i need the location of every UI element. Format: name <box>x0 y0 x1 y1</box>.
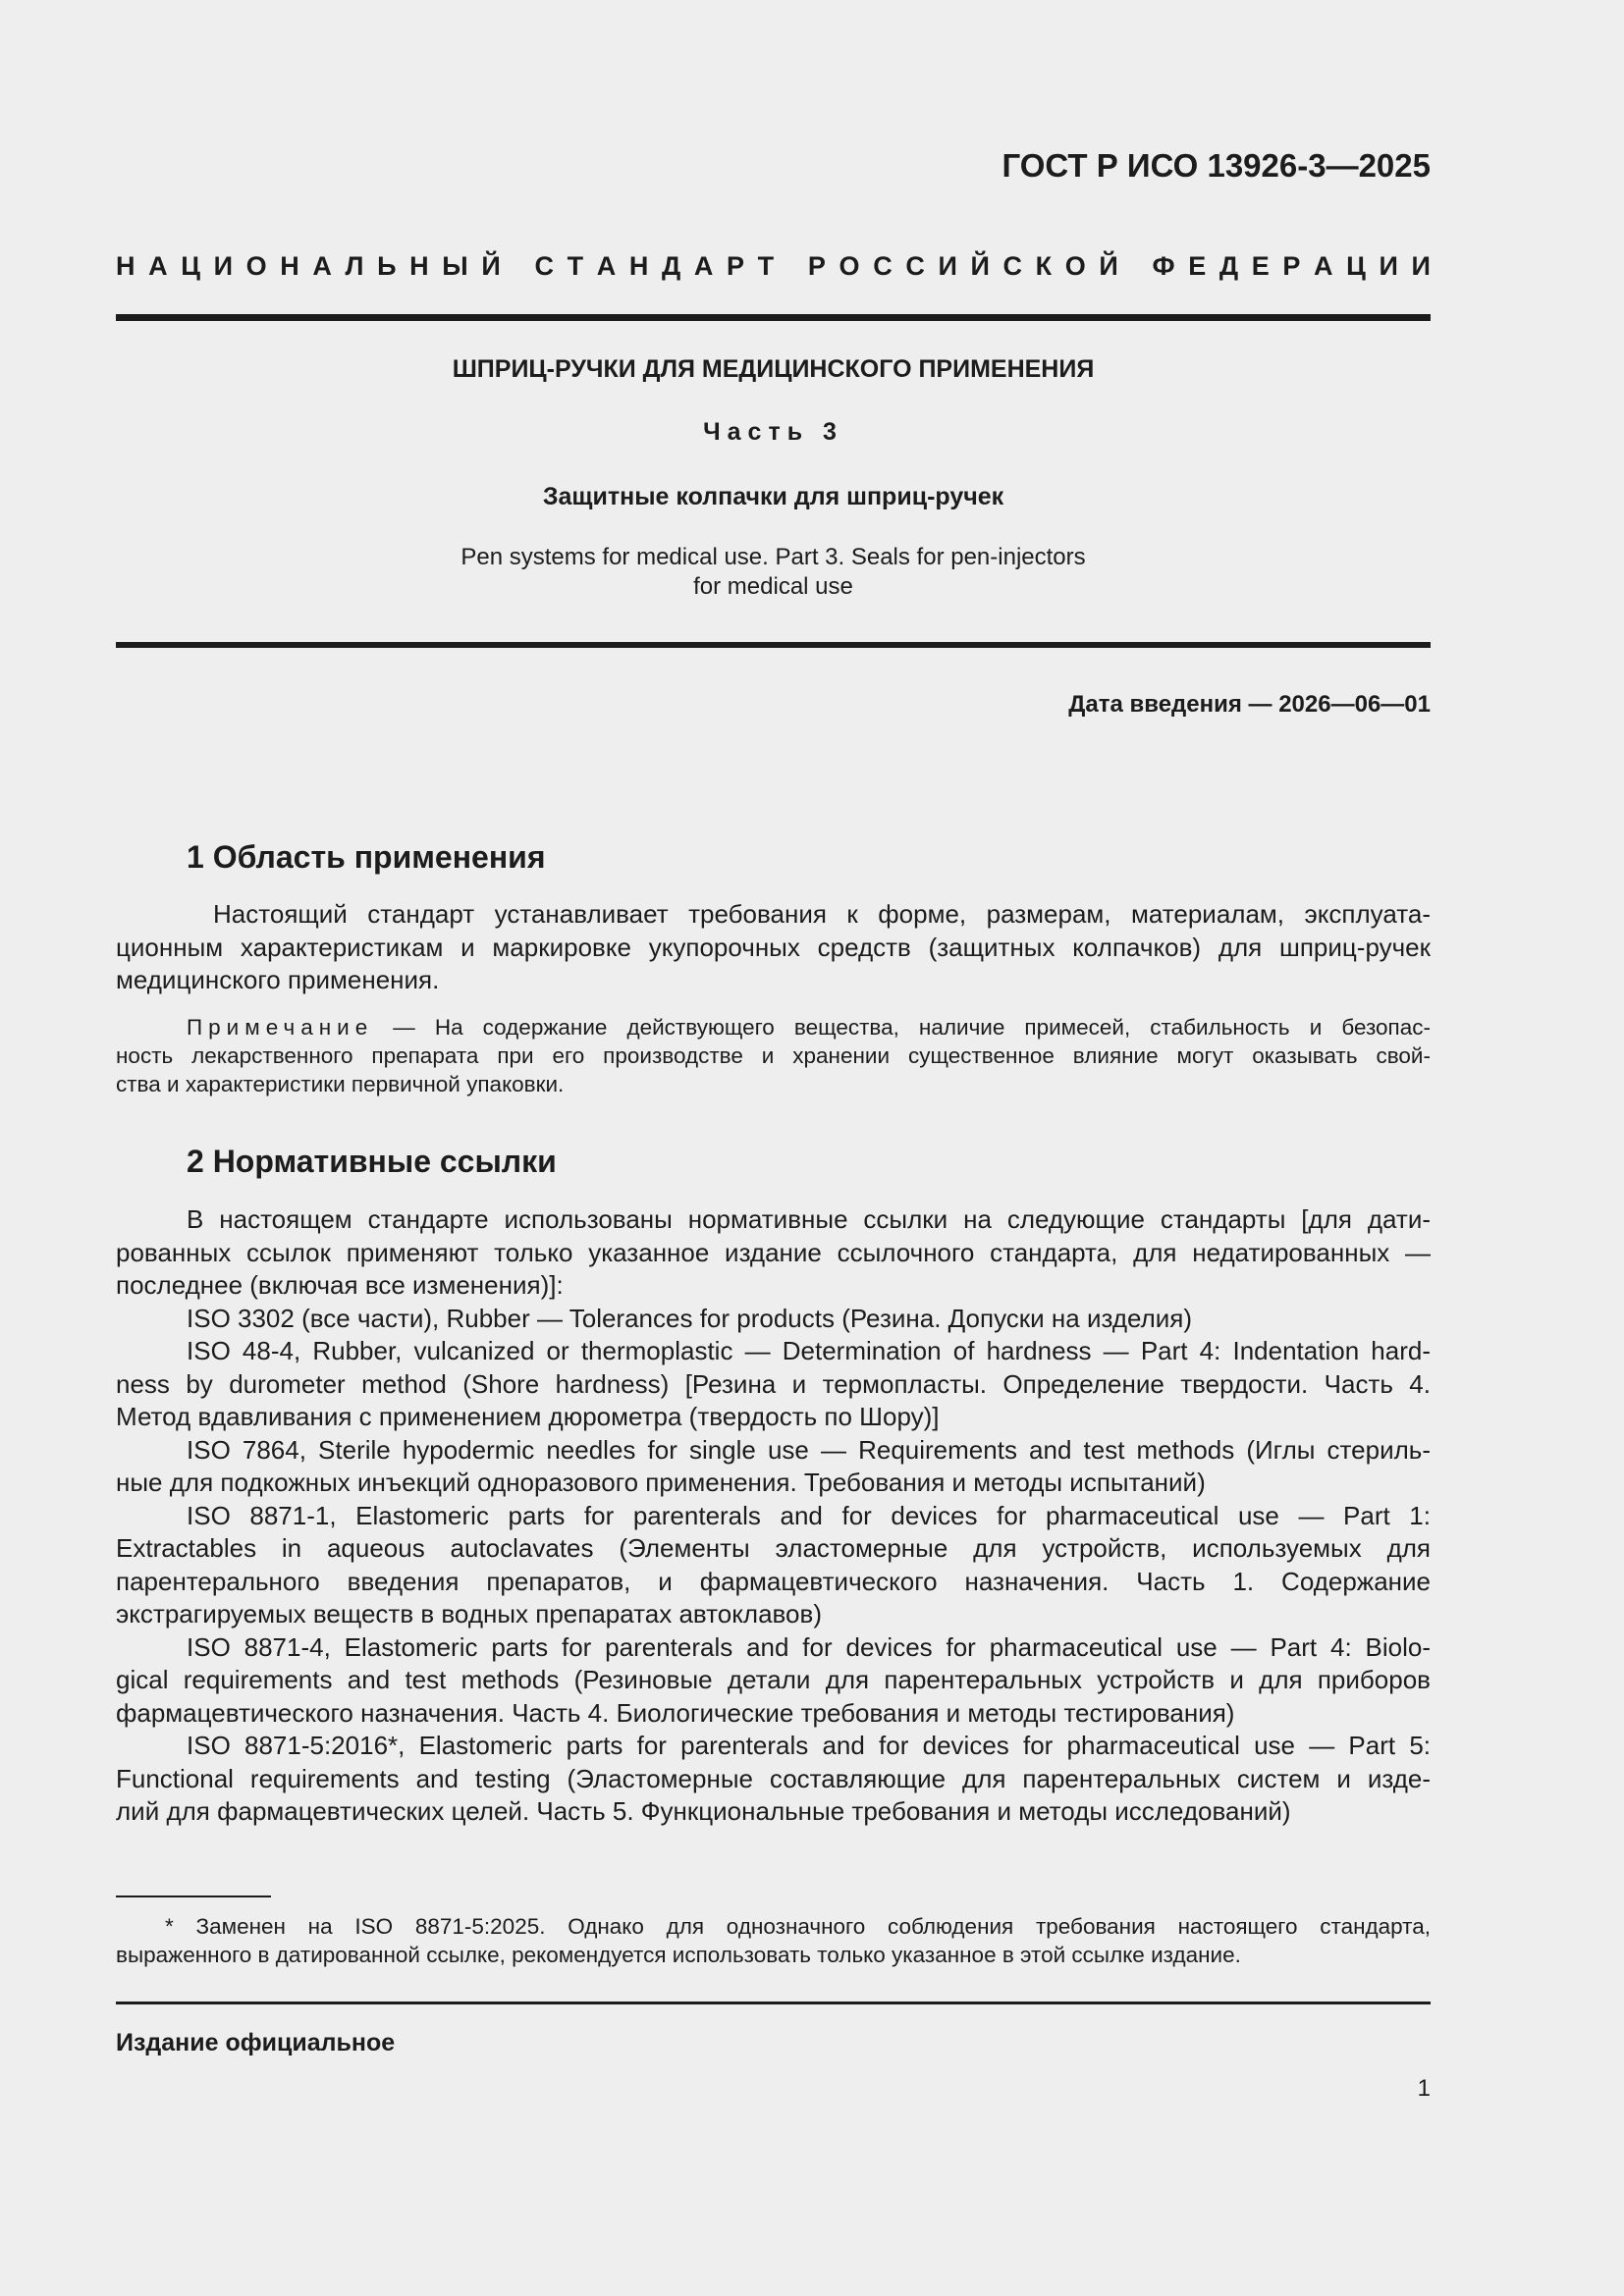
reference-item: ISO 7864, Sterile hypodermic needles for single use — Requirements and test methods (Иглы стериль- <box>187 1434 1431 1465</box>
reference-item: ISO 8871-4, Elastomeric parts for parenterals and for devices for pharmaceutical use — Part 4: Biolo- <box>187 1631 1431 1662</box>
section-2-text <box>116 1203 1431 1829</box>
text-line: лий для фармацевтических целей. Часть 5. Функциональные требования и методы исследований) <box>116 1796 1291 1826</box>
banner-letter: О <box>839 251 860 281</box>
banner-letter: И <box>1379 251 1398 281</box>
page-number: 1 <box>1417 2075 1431 2102</box>
document-title: ШПРИЦ-РУЧКИ ДЛЯ МЕДИЦИНСКОГО ПРИМЕНЕНИЯ <box>452 355 1095 383</box>
banner-letter: Н <box>628 251 649 281</box>
banner-letter: Н <box>409 251 429 281</box>
banner-letter: И <box>1411 251 1431 281</box>
banner-letter <box>1131 251 1139 282</box>
note-text: — На содержание действующего вещества, наличие примесей, стабильность и безопас- <box>373 1015 1431 1040</box>
banner-letter: Т <box>567 251 584 281</box>
reference-item: ISO 3302 (все части), Rubber — Tolerances for products (Резина. Допуски на изделия) <box>187 1303 1193 1333</box>
banner-letter: Т <box>757 251 775 281</box>
banner-letter: Н <box>116 251 135 281</box>
reference-item: ISO 8871-1, Elastomeric parts for parenterals and for devices for pharmaceutical use — Part 1: <box>187 1500 1431 1530</box>
section-2-heading: 2 Нормативные ссылки <box>187 1144 557 1179</box>
bottom-rule <box>116 2002 1431 2004</box>
banner-letter: Й <box>970 251 990 281</box>
banner-letter: А <box>312 251 332 281</box>
section-1-note <box>116 1013 1431 1098</box>
text-line: ционным характеристикам и маркировке укупорочных средств (защитных колпачков) для шприц-ручек <box>116 932 1431 962</box>
text-line: медицинского применения. <box>116 965 440 994</box>
banner-letter: И <box>213 251 234 281</box>
banner-letter: А <box>1314 251 1333 281</box>
text-line: фармацевтического назначения. Часть 4. Биологические требования и методы тестирования) <box>116 1697 1235 1728</box>
footnote-separator <box>116 1896 271 1897</box>
banner-letter: Ц <box>181 251 200 281</box>
part-label: Часть 3 <box>703 418 843 446</box>
text-line: gical requirements and test methods (Резиновые детали для парентеральных устройств и для приборов <box>116 1665 1431 1694</box>
banner-letter: С <box>905 251 925 281</box>
note-line <box>116 1013 1431 1041</box>
english-title-line-2: for medical use <box>693 573 853 600</box>
text-line: последнее (включая все изменения)]: <box>116 1270 564 1300</box>
footnote <box>116 1912 1431 1969</box>
text-line: В настоящем стандарте использованы нормативные ссылки на следующие стандарты [для дати- <box>187 1204 1431 1234</box>
banner-letter: А <box>596 251 617 281</box>
banner-letter: С <box>873 251 893 281</box>
note-label: Примечание <box>187 1015 374 1040</box>
banner-letter: Д <box>1218 251 1239 281</box>
text-line: ness by durometer method (Shore hardness) [Резина и термопласты. Определение твердости. Часть 4. <box>116 1368 1431 1399</box>
banner-letter: Е <box>1251 251 1270 281</box>
standard-id: ГОСТ Р ИСО 13926-3—2025 <box>1001 147 1431 184</box>
national-standard-banner <box>116 251 1431 282</box>
footnote-line: * Заменен на ISO 8871-5:2025. Однако для однозначного соблюдения требования настоящего стандарта, <box>165 1914 1431 1939</box>
banner-letter: Ь <box>377 251 397 281</box>
banner-letter: Д <box>662 251 681 281</box>
text-line: Functional requirements and testing (Эластомерные составляющие для парентеральных систем и изде- <box>116 1763 1431 1793</box>
banner-letter: Й <box>1099 251 1118 281</box>
banner-letter <box>514 251 521 282</box>
footnote-line: выраженного в датированной ссылке, рекомендуется использовать только указанное в этой ссылке издание. <box>116 1943 1241 1967</box>
banner-letter: Л <box>345 251 364 281</box>
banner-letter: Ц <box>1346 251 1366 281</box>
banner-letter: А <box>693 251 714 281</box>
banner-letter: Ф <box>1152 251 1175 281</box>
banner-letter: С <box>1002 251 1022 281</box>
banner-letter: Ы <box>442 251 468 281</box>
banner-letter: О <box>245 251 267 281</box>
banner-letter: Р <box>807 251 826 281</box>
english-title <box>116 543 1431 602</box>
text-line: Extractables in aqueous autoclavates (Элементы эластомерные для устройств, используемых для <box>116 1533 1431 1563</box>
banner-letter: Р <box>1282 251 1301 281</box>
banner-letter: А <box>148 251 168 281</box>
banner-letter: Н <box>280 251 299 281</box>
banner-letter <box>787 251 795 282</box>
edition-label: Издание официальное <box>116 2029 396 2056</box>
section-1-heading: 1 Область применения <box>187 839 546 875</box>
text-line: парентерального введения препаратов, и фармацевтического назначения. Часть 1. Содержание <box>116 1566 1431 1596</box>
document-subtitle: Защитные колпачки для шприц-ручек <box>542 483 1004 510</box>
text-line: Метод вдавливания с применением дюрометра (твердость по Шору)] <box>116 1402 940 1431</box>
banner-letter: Е <box>1188 251 1207 281</box>
text-line: экстрагируемых веществ в водных препаратах автоклавов) <box>116 1599 822 1629</box>
introduction-date: Дата введения — 2026—06—01 <box>1068 691 1431 718</box>
text-line: рованных ссылок применяют только указанное издание ссылочного стандарта, для недатированных — <box>116 1237 1431 1267</box>
top-rule <box>116 314 1431 321</box>
banner-letter: С <box>534 251 554 281</box>
text-line: ные для подкожных инъекций одноразового применения. Требования и методы испытаний) <box>116 1468 1206 1497</box>
banner-letter: О <box>1064 251 1086 281</box>
note-line: ность лекарственного препарата при его производстве и хранении существенное влияние могут оказывать свой- <box>116 1043 1431 1068</box>
reference-item: ISO 8871-5:2016*, Elastomeric parts for parenterals and for devices for pharmaceutical use — Part 5: <box>187 1731 1431 1760</box>
section-1-text <box>116 898 1431 997</box>
english-title-line-1: Pen systems for medical use. Part 3. Seals for pen-injectors <box>460 544 1086 570</box>
banner-letter: К <box>1035 251 1053 281</box>
banner-letter: Р <box>727 251 745 281</box>
banner-letter: И <box>938 251 957 281</box>
banner-letter: Й <box>481 251 501 281</box>
text-line: Настоящий стандарт устанавливает требования к форме, размерам, материалам, эксплуата- <box>213 899 1431 929</box>
note-line: ства и характеристики первичной упаковки. <box>116 1072 565 1096</box>
reference-item: ISO 48-4, Rubber, vulcanized or thermoplastic — Determination of hardness — Part 4: Indentation hard- <box>187 1336 1431 1365</box>
title-rule <box>116 642 1431 648</box>
